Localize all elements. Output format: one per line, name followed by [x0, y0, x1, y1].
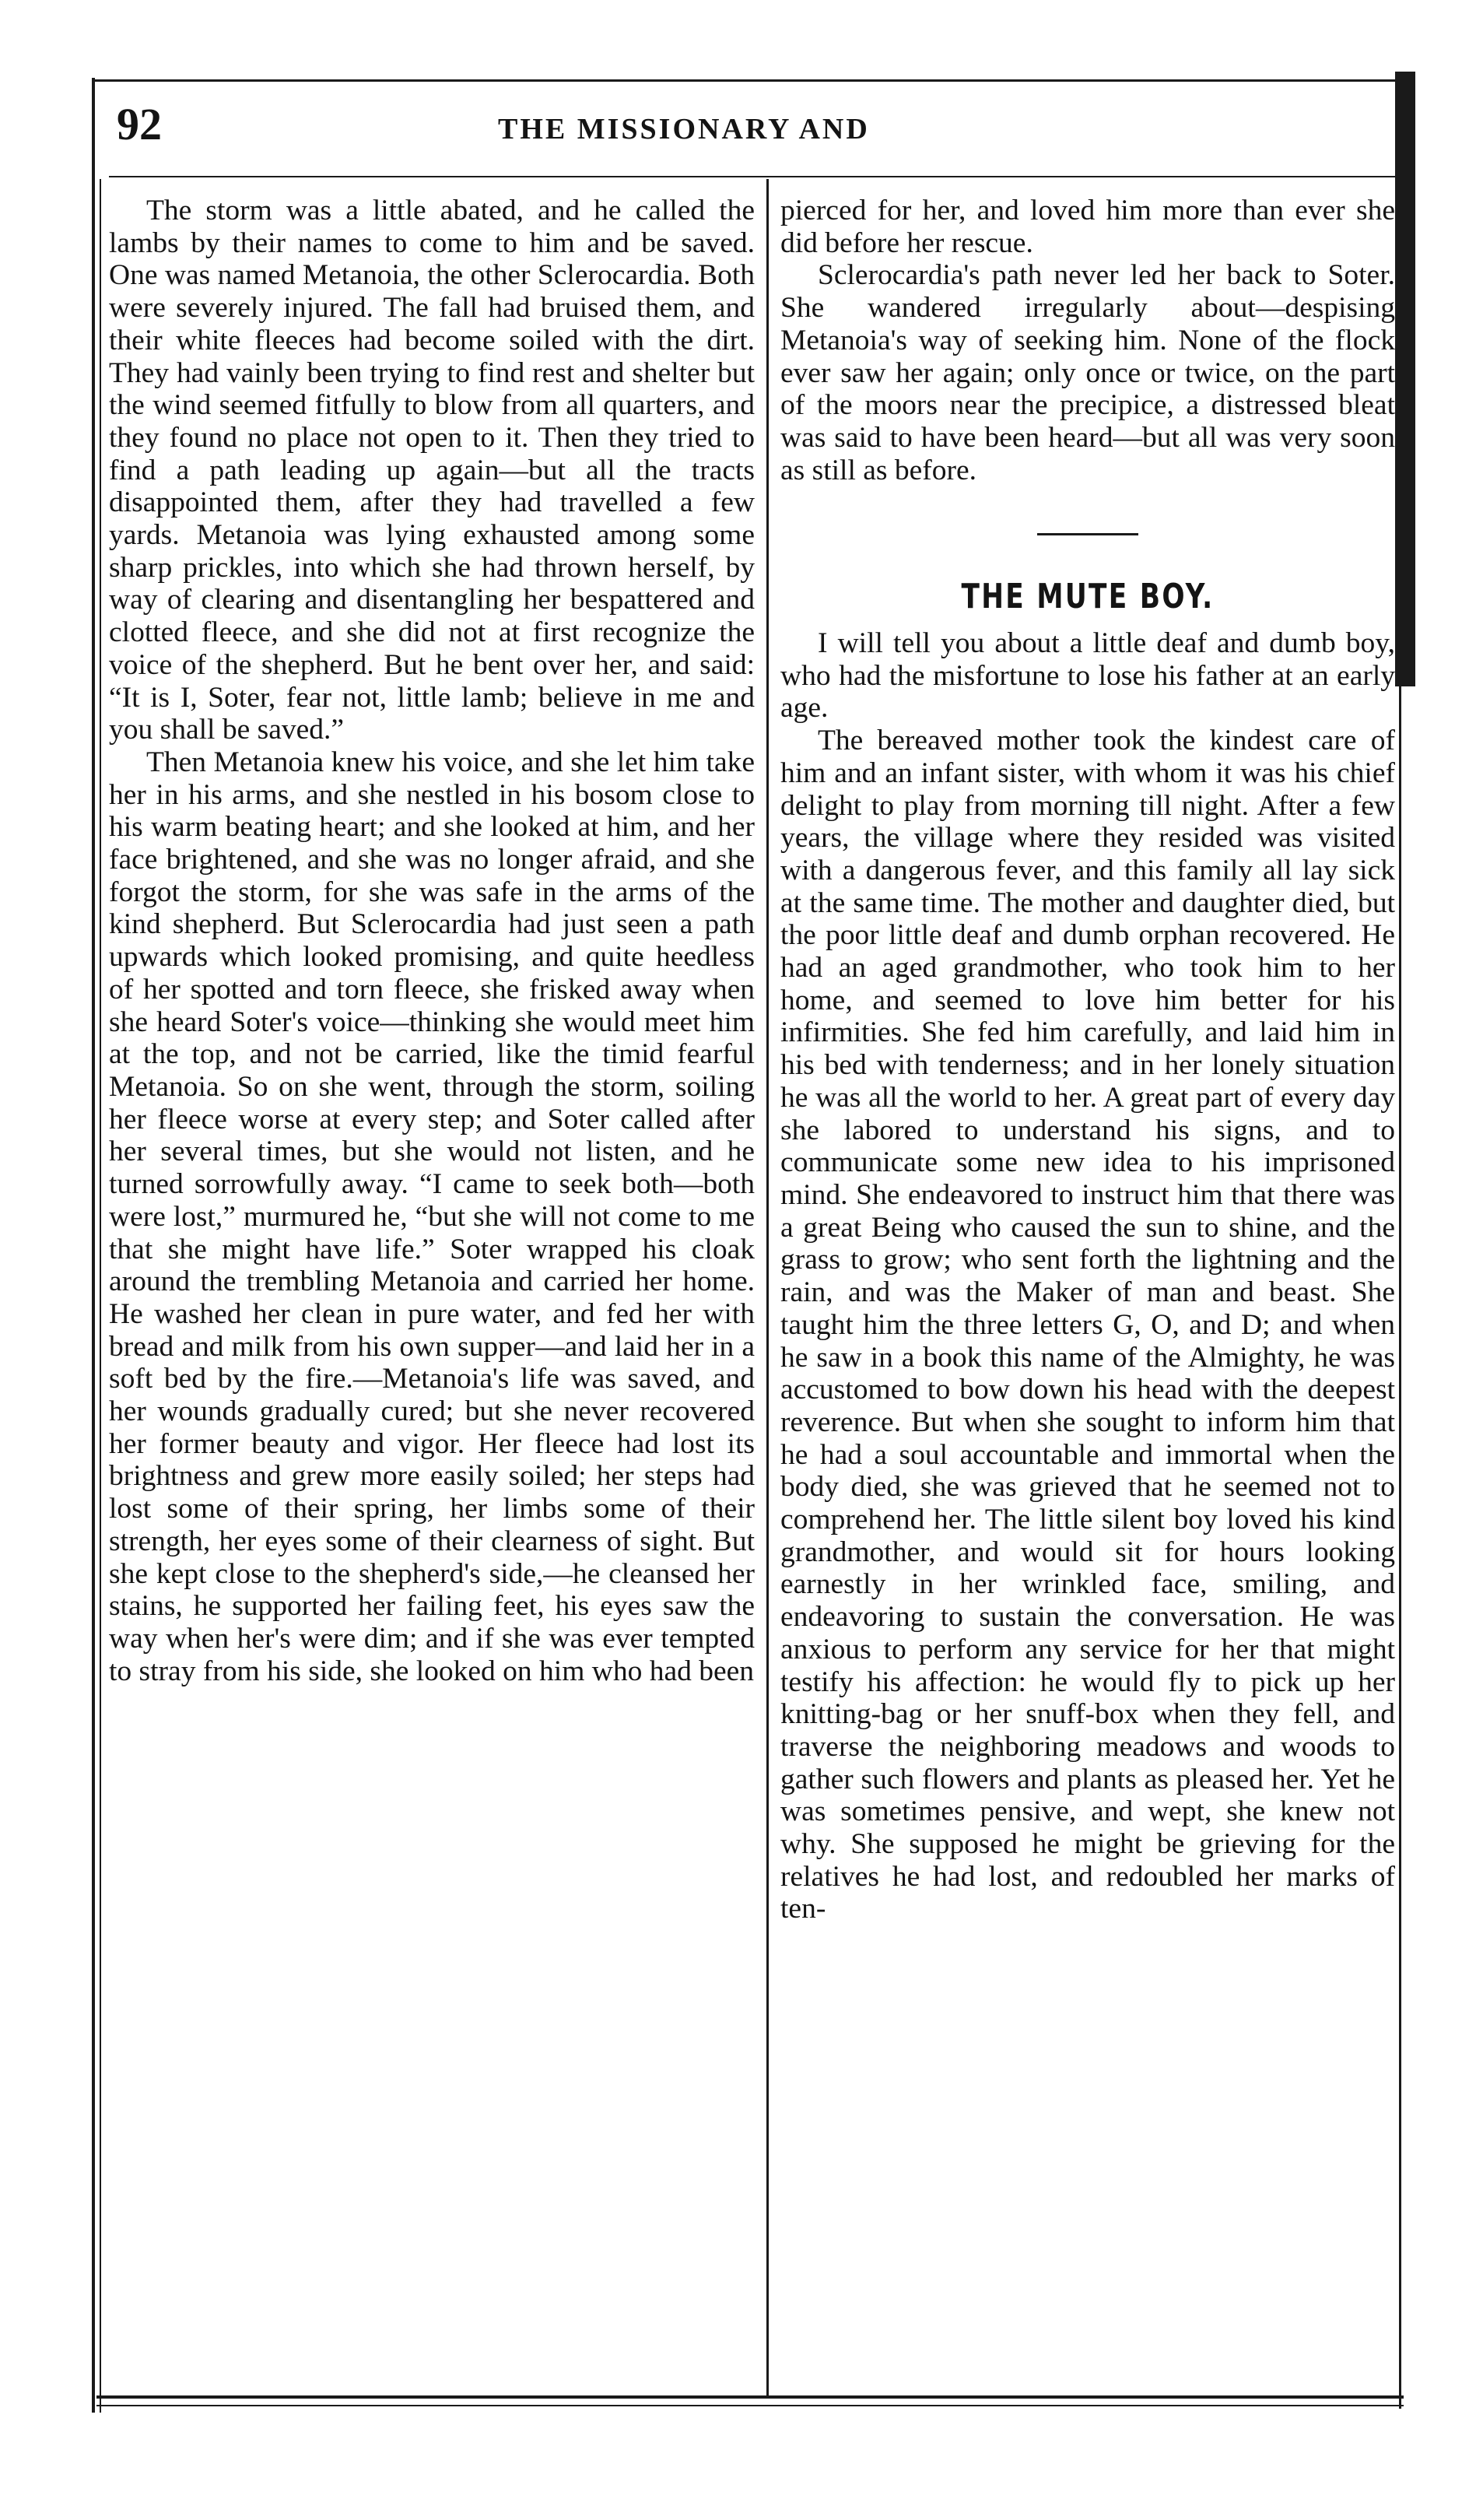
left-border	[92, 78, 95, 2413]
column-divider	[766, 179, 769, 2397]
paragraph: The storm was a little abated, and he called the lambs by their names to come to him and be saved. One was named Metanoia, the other Sclerocardia. Both were severely injured. The fall had bruised them, and their white fleeces had become soiled with the dirt. They had vainly been trying to find rest and shelter but the wind seemed fitfully to blow from all quarters, and they found no place not open to it. Then they tried to find a path leading up again—but all the tracts disappointed them, after they had travelled a few yards. Metanoia was lying exhausted among some sharp prickles, into which she had thrown herself, by way of clearing and disentangling her bespattered and clotted fleece, and she did not at first recognize the voice of the shepherd. But he bent over her, and said: “It is I, Soter, fear not, little lamb; believe in me and you shall be saved.”	[109, 195, 755, 746]
paragraph: Then Metanoia knew his voice, and she let him take her in his arms, and she nestled in his bosom close to his warm beating heart; and she looked at him, and her face brightened, and she was no longer afraid, and she forgot the storm, for she was safe in the arms of the kind shepherd. But Sclerocardia had just seen a path upwards which looked promising, and quite heedless of her spotted and torn fleece, she frisked away when she heard Soter's voice—thinking she would meet him at the top, and not be carried, like the timid fearful Metanoia. So on she went, through the storm, soiling her fleece worse at every step; and Soter called after her several times, but she would not listen, and he turned sorrowfully away. “I came to seek both—both were lost,” murmured he, “but she will not come to me that she might have life.” Soter wrapped his cloak around the trembling Metanoia and carried her home. He washed her clean in pure water, and fed her with bread and milk from his own supper—and laid her in a soft bed by the fire.—Metanoia's life was saved, and her wounds gradually cured; but she never recovered her former beauty and vigor. Her fleece had lost its brightness and grew more easily soiled; her steps had lost some of their spring, her limbs some of their strength, her eyes some of their clearness of sight. But she kept close to the shepherd's side,—he cleansed her stains, he supported her failing feet, his eyes saw the way when her's were dim; and if she was ever tempted to stray from his side, she looked on him who had been	[109, 746, 755, 1687]
section-title: THE MUTE BOY.	[961, 577, 1215, 617]
paragraph: pierced for her, and loved him more than ever she did before her rescue.	[780, 195, 1395, 259]
page-number: 92	[117, 99, 162, 149]
paragraph: The bereaved mother took the kindest care of him and an infant sister, with whom it was his chief delight to play from morning till night. After a few years, the village where they resided was visited with a dangerous fever, and this family all lay sick at the same time. The mother and daughter died, but the poor little deaf and dumb orphan recovered. He had an aged grandmother, who took him to her home, and seemed to love him better for his infirmities. She fed him carefully, and laid him in his bed with tenderness; and in her lonely situation he was all the world to her. A great part of every day she labored to understand his signs, and to communicate some new idea to his imprisoned mind. She endeavored to instruct him that there was a great Being who caused the sun to shine, and the grass to grow; who sent forth the lightning and the rain, and was the Maker of man and beast. She taught him the three letters G, O, and D; and when he saw in a book this name of the Almighty, he was accustomed to bow down his head with the deepest reverence. But when she sought to inform him that he had a soul accountable and immortal when the body died, she was grieved that he seemed not to comprehend her. The little silent boy loved his kind grandmother, and would sit for hours looking earnestly in her wrinkled face, smiling, and endeavoring to sustain the conversation. He was anxious to perform any service for her that might testify his affection: he would fly to pick up her knitting-bag or her snuff-box when they fell, and traverse the neighboring meadows and woods to gather such flowers and plants as pleased her. Yet he was sometimes pensive, and wept, she knew not why. She supposed he might be grieving for the relatives he had lost, and redoubled her marks of ten-	[780, 725, 1395, 1925]
left-border-inner	[100, 179, 101, 2413]
left-column	[109, 195, 755, 1687]
bottom-rule-thin	[96, 2405, 1404, 2406]
header-rule	[109, 176, 1404, 177]
right-column	[780, 195, 1395, 1925]
bottom-rule	[96, 2395, 1404, 2399]
top-rule	[92, 79, 1407, 82]
right-edge-bar	[1395, 72, 1415, 686]
section-divider	[1037, 533, 1138, 535]
right-border	[1399, 685, 1401, 2409]
running-title: THE MISSIONARY AND	[498, 113, 870, 146]
paragraph: I will tell you about a little deaf and dumb boy, who had the misfortune to lose his father at an early age.	[780, 627, 1395, 725]
paragraph: Sclerocardia's path never led her back to Soter. She wandered irregularly about—despising Metanoia's way of seeking him. None of the flock ever saw her again; only once or twice, on the part of the moors near the precipice, a distressed bleat was said to have been heard—but all was very soon as still as before.	[780, 259, 1395, 486]
